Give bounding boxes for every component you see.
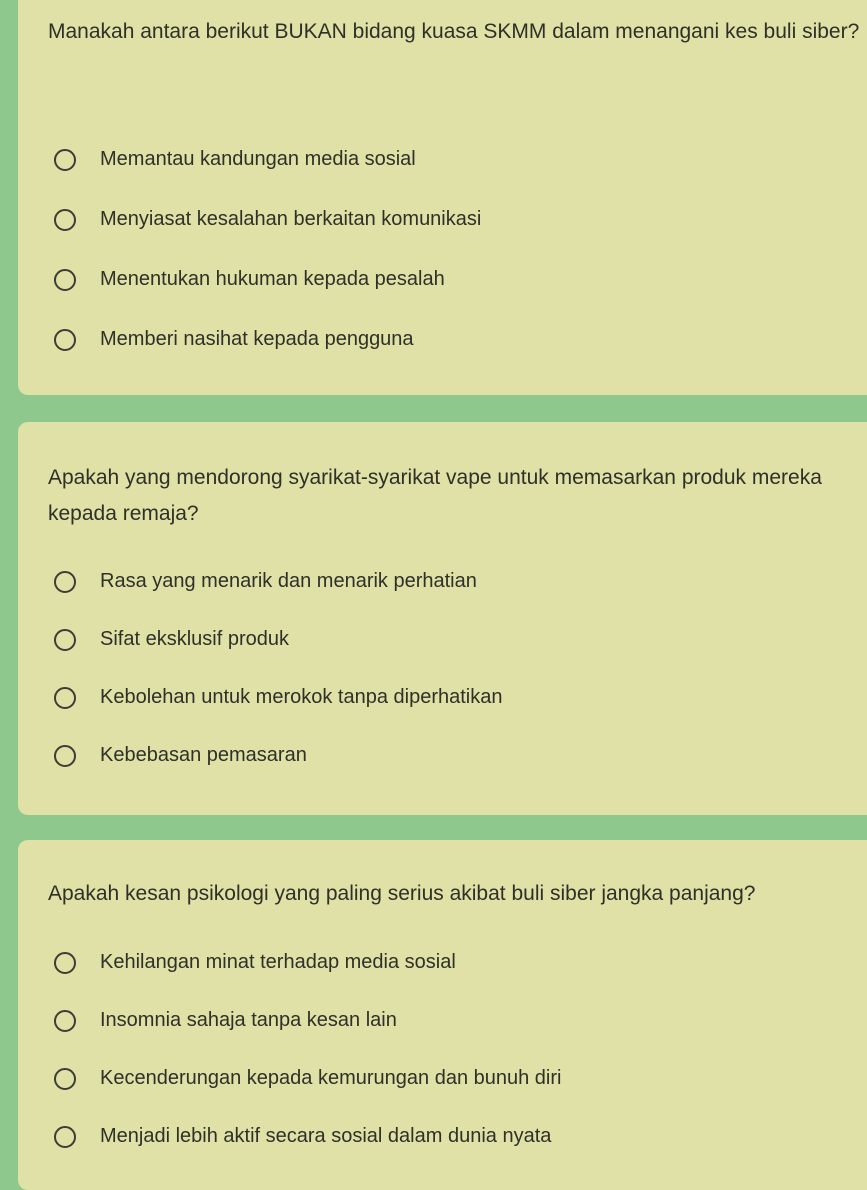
option-radio[interactable]: Kehilangan minat terhadap media sosial: [54, 951, 456, 974]
radio-icon[interactable]: [54, 1068, 76, 1090]
radio-icon[interactable]: [54, 629, 76, 651]
radio-icon[interactable]: [54, 149, 76, 171]
option-radio[interactable]: Insomnia sahaja tanpa kesan lain: [54, 1009, 397, 1032]
option-radio[interactable]: Kebebasan pemasaran: [54, 744, 307, 767]
option-radio[interactable]: Kecenderungan kepada kemurungan dan bunuh diri: [54, 1067, 561, 1090]
radio-icon[interactable]: [54, 571, 76, 593]
radio-icon[interactable]: [54, 1126, 76, 1148]
option-radio[interactable]: Menjadi lebih aktif secara sosial dalam dunia nyata: [54, 1125, 551, 1148]
option-radio[interactable]: Menyiasat kesalahan berkaitan komunikasi: [54, 208, 481, 231]
question-text: Apakah yang mendorong syarikat-syarikat vape untuk memasarkan produk mereka kepada remaja?: [48, 466, 822, 525]
radio-icon[interactable]: [54, 952, 76, 974]
radio-icon[interactable]: [54, 209, 76, 231]
option-radio[interactable]: Menentukan hukuman kepada pesalah: [54, 268, 445, 291]
option-radio[interactable]: Memantau kandungan media sosial: [54, 148, 416, 171]
radio-icon[interactable]: [54, 269, 76, 291]
question-text: Manakah antara berikut BUKAN bidang kuasa SKMM dalam menangani kes buli siber?: [48, 20, 860, 43]
radio-icon[interactable]: [54, 745, 76, 767]
option-radio[interactable]: Sifat eksklusif produk: [54, 628, 289, 651]
question-text: Apakah kesan psikologi yang paling serius akibat buli siber jangka panjang?: [48, 882, 756, 905]
question-card-3: [18, 840, 867, 1190]
question-card-2: [18, 422, 867, 815]
option-radio[interactable]: Rasa yang menarik dan menarik perhatian: [54, 570, 477, 593]
radio-icon[interactable]: [54, 329, 76, 351]
option-radio[interactable]: Kebolehan untuk merokok tanpa diperhatikan: [54, 686, 503, 709]
radio-icon[interactable]: [54, 1010, 76, 1032]
option-radio[interactable]: Memberi nasihat kepada pengguna: [54, 328, 414, 351]
question-card-1: [18, 0, 867, 395]
radio-icon[interactable]: [54, 687, 76, 709]
